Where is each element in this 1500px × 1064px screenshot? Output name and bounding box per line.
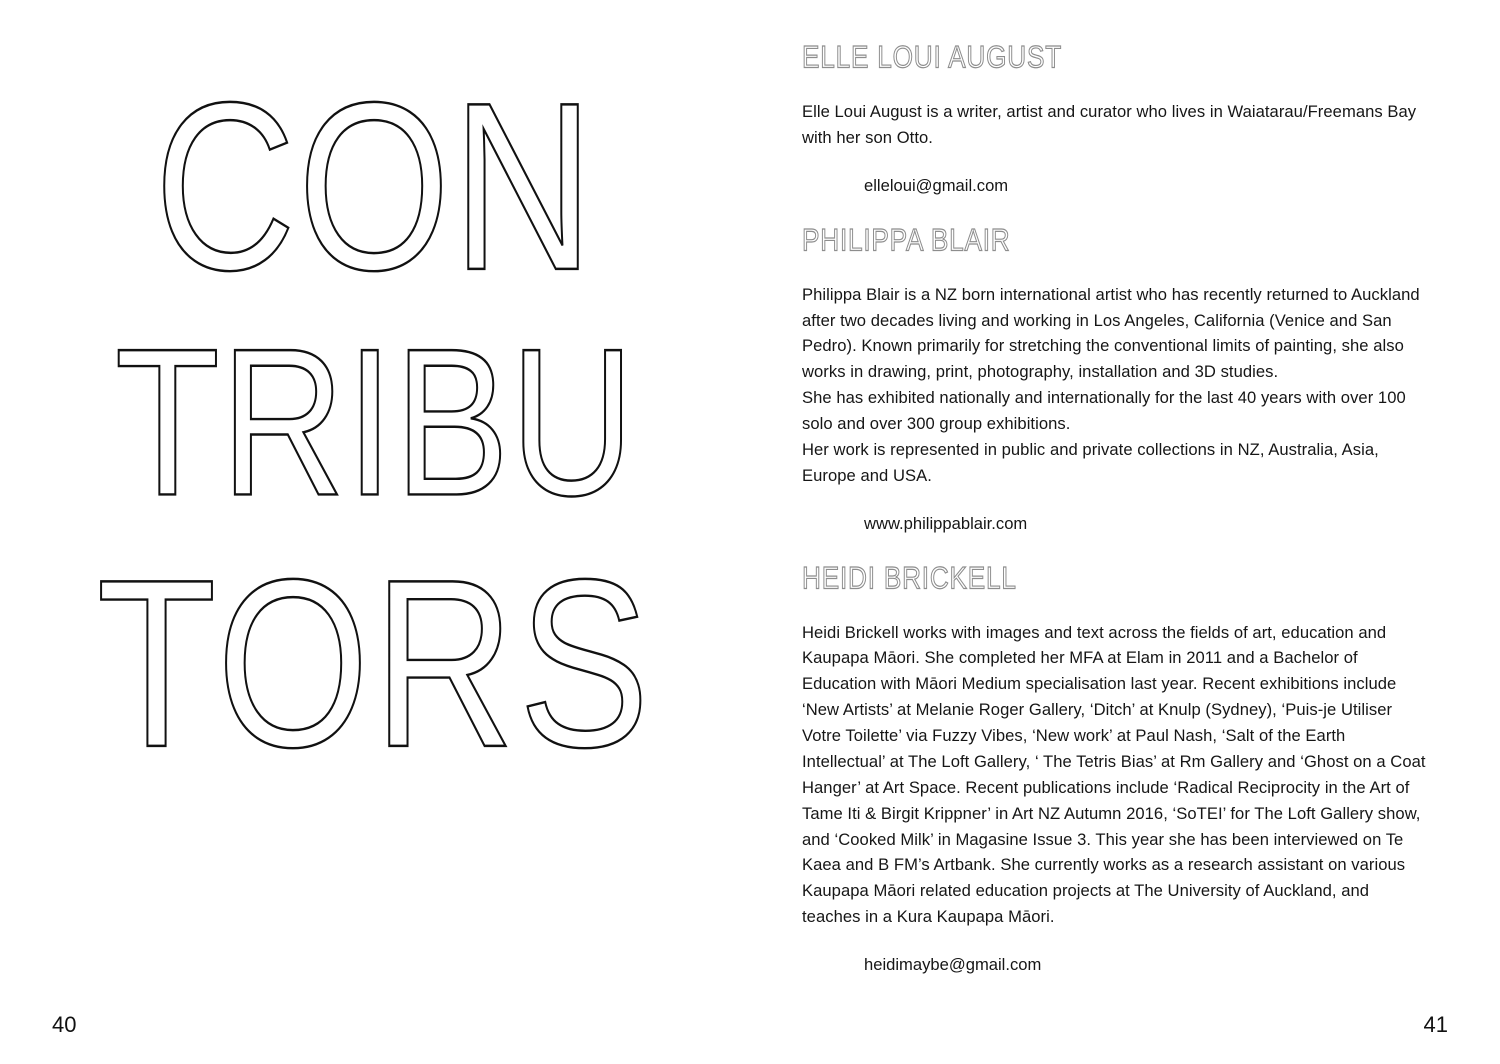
list-item — [802, 221, 1432, 537]
contributor-contact: heidimaybe@gmail.com — [864, 955, 1042, 974]
contributor-name: ELLE LOUI AUGUST — [802, 39, 1063, 75]
page-title — [0, 52, 750, 797]
contributor-bio: Elle Loui August is a writer, artist and curator who lives in Waiatarau/Freemans Bay with her son Otto. — [802, 102, 1417, 147]
contributor-bio: Heidi Brickell works with images and text across the fields of art, education and Kaupapa Māori. She completed her MFA at Elam in 2011 and a Bachelor of Education with Māori Medium specialisation last year. Recent exhibitions include ‘New Artists’ at Melanie Roger Gallery, ‘Ditch’ at Knulp (Sydney), ‘Puis-je Utiliser Votre Toilette’ via Fuzzy Vibes, ‘New work’ at Paul Nash, ‘Salt of the Earth Intellectual’ at The Loft Gallery, ‘ The Tetris Bias’ at Rm Gallery and ‘Ghost on a Coat Hanger’ at Art Space. Recent publications include ‘Radical Reciprocity in the Art of Tame Iti & Birgit Krippner’ in Art NZ Autumn 2016, ‘SoTEI’ for The Loft Gallery show, and ‘Cooked Milk’ in Magasine Issue 3. This year she has been interviewed on Te Kaea and B FM’s Artbank. She currently works as a research assistant on various Kaupapa Māori related education projects at The University of Auckland, and teaches in a Kura Kaupapa Māori. — [802, 622, 1426, 927]
contributor-bio: Philippa Blair is a NZ born international artist who has recently returned to Auckland after two decades living and working in Los Angeles, California (Venice and San Pedro). Known primarily for stretching the conventional limits of painting, she also works in drawing, print, photography, installation and 3D studies. She has exhibited nationally and internationally for the last 40 years with over 100 solo and over 300 group exhibitions. Her work is represented in public and private collections in NZ, Australia, Asia, Europe and USA. — [802, 284, 1420, 485]
page-number-right: 41 — [1423, 1012, 1448, 1037]
right-page — [750, 0, 1500, 1064]
page-number-left: 40 — [52, 1012, 77, 1037]
contributor-name: PHILIPPA BLAIR — [802, 221, 1011, 258]
contributors-list — [802, 39, 1432, 978]
title-line-3: TORS — [96, 529, 654, 797]
title-line-2: TRIBU — [114, 305, 636, 540]
contributor-name: HEIDI BRICKELL — [802, 559, 1017, 596]
list-item — [802, 39, 1432, 199]
contributor-contact: www.philippablair.com — [864, 513, 1028, 533]
contributor-contact: elleloui@gmail.com — [864, 175, 1009, 195]
list-item — [802, 559, 1432, 978]
title-line-1: CON — [154, 52, 596, 321]
